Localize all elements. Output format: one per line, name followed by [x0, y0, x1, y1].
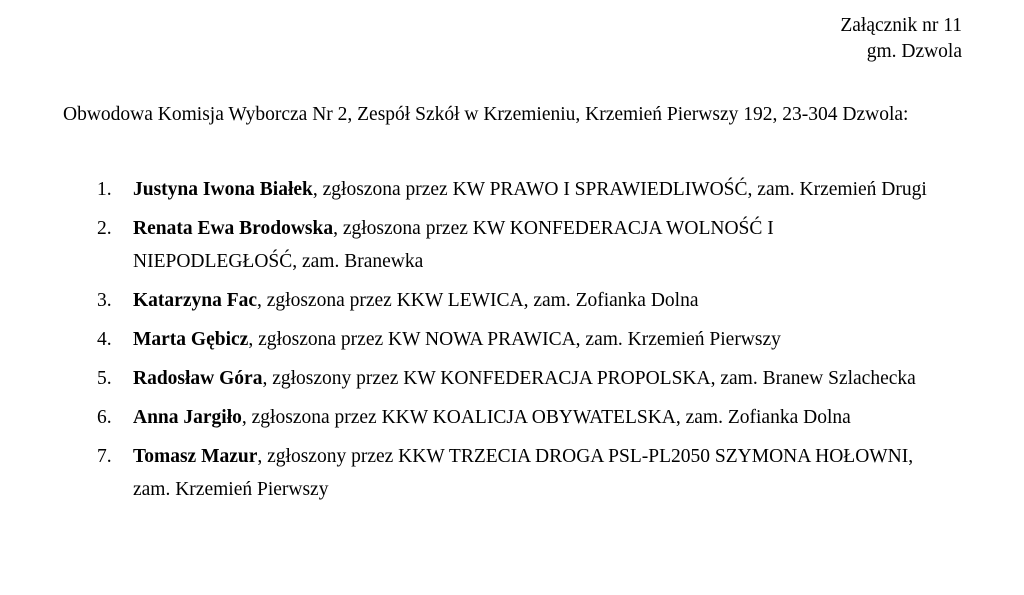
member-row: [97, 284, 927, 317]
attachment-municipality: gm. Dzwola: [866, 41, 962, 62]
member-number: 3.: [97, 290, 112, 311]
member-details: , zgłoszony przez KKW TRZECIA DROGA PSL-PL2050 SZYMONA HOŁOWNI, zam. Krzemień Pierwszy: [133, 446, 914, 500]
member-number: 1.: [97, 179, 112, 200]
member-entry: [133, 173, 927, 206]
member-number: 5.: [97, 368, 112, 389]
member-entry: [133, 362, 927, 395]
member-details: , zgłoszona przez KKW KOALICJA OBYWATELSKA, zam. Zofianka Dolna: [241, 407, 851, 428]
member-entry: [133, 323, 927, 356]
member-name: Tomasz Mazur: [133, 446, 258, 467]
member-name: Katarzyna Fac: [133, 290, 258, 311]
member-entry: [133, 401, 927, 434]
member-name: Radosław Góra: [133, 368, 263, 389]
member-entry: [133, 284, 927, 317]
member-details: , zgłoszona przez KW PRAWO I SPRAWIEDLIWOŚĆ, zam. Krzemień Drugi: [312, 179, 927, 200]
member-name: Justyna Iwona Białek: [133, 179, 313, 200]
member-row: [97, 323, 927, 356]
attachment-header: [840, 13, 962, 65]
member-entry: [133, 212, 927, 278]
member-details: , zgłoszony przez KW KONFEDERACJA PROPOLSKA, zam. Branew Szlachecka: [262, 368, 916, 389]
member-name: Renata Ewa Brodowska: [133, 218, 334, 239]
member-number: 4.: [97, 329, 112, 350]
commission-heading: Obwodowa Komisja Wyborcza Nr 2, Zespół Szkół w Krzemieniu, Krzemień Pierwszy 192, 23-304 Dzwola:: [63, 104, 909, 125]
member-entry: [133, 440, 927, 506]
member-details: , zgłoszona przez KKW LEWICA, zam. Zofianka Dolna: [257, 290, 699, 311]
member-details: , zgłoszona przez KW KONFEDERACJA WOLNOŚĆ I NIEPODLEGŁOŚĆ, zam. Branewka: [133, 218, 774, 272]
member-name: Marta Gębicz: [133, 329, 249, 350]
member-row: [97, 401, 927, 434]
member-row: [97, 173, 927, 206]
member-name: Anna Jargiło: [133, 407, 242, 428]
member-number: 7.: [97, 446, 112, 467]
member-number: 2.: [97, 218, 112, 239]
member-details: , zgłoszona przez KW NOWA PRAWICA, zam. Krzemień Pierwszy: [248, 329, 781, 350]
member-row: [97, 212, 927, 278]
member-row: [97, 362, 927, 395]
member-list: [97, 173, 927, 512]
attachment-number: Załącznik nr 11: [840, 15, 962, 36]
member-row: [97, 440, 927, 506]
member-number: 6.: [97, 407, 112, 428]
